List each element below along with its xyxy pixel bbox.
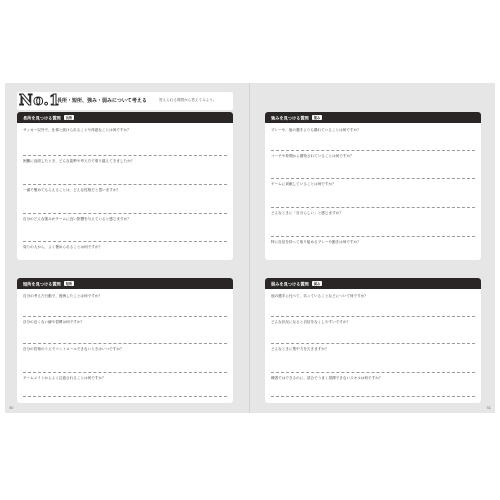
question-text: 自分の性格のうえでコントロールできないときはいつですか？ bbox=[23, 347, 124, 351]
question-text: 自分の良くない癖や習慣は何ですか？ bbox=[23, 320, 85, 324]
question-text: どんなときに「自分らしい」と感じますか？ bbox=[271, 211, 343, 215]
question-text: 一番で褒めてもらえることは、どんな性格だと思いますか？ bbox=[23, 188, 121, 192]
strength-box bbox=[17, 112, 233, 260]
question-text: どんな状況になると自信をなくしやすいですか？ bbox=[271, 320, 351, 324]
box-title bbox=[23, 115, 74, 122]
box-title-text: 弱みを見つける質問 bbox=[271, 281, 309, 287]
box-title bbox=[271, 281, 322, 288]
answer-line[interactable] bbox=[271, 372, 475, 373]
page-number-left: 30 bbox=[9, 406, 14, 410]
weakness-box bbox=[265, 278, 481, 403]
box-header bbox=[17, 278, 233, 289]
answer-line[interactable] bbox=[23, 241, 227, 242]
question-text: チームメイトからよく注意されることは何ですか？ bbox=[23, 376, 106, 380]
answer-line[interactable] bbox=[23, 396, 227, 397]
question-text: 特に自信を持って取り組めるプレーや動きは何ですか？ bbox=[271, 240, 361, 244]
page-subtitle: 答えられる質問から答えてみよう。 bbox=[159, 98, 217, 102]
section-number: No.1 bbox=[19, 91, 61, 109]
page-title: 長所・短所、強み・弱みについて考える bbox=[57, 98, 147, 104]
box-badge: 長所 bbox=[65, 116, 73, 120]
box-header bbox=[17, 112, 233, 123]
box-badge: 弱み bbox=[313, 282, 321, 286]
question-text: 困難に直面したとき、どんな姿勢や考え方で乗り越えてきましたか？ bbox=[23, 159, 135, 163]
question-text: 練習ではできるのに、試合でうまく発揮できないスキルは何ですか？ bbox=[271, 376, 383, 380]
question-text: プレーや、他の選手よりも優れていることは何ですか？ bbox=[271, 128, 361, 132]
question-text: コーチや仲間から期待されていることは何ですか？ bbox=[271, 154, 354, 158]
title-bar bbox=[17, 92, 233, 110]
question-text: サッカー以外で、仕事と続けられることや得意なことは何ですか？ bbox=[23, 128, 131, 132]
left-page bbox=[5, 83, 250, 413]
question-text: ゲームに貢献していることは何ですか？ bbox=[271, 182, 336, 186]
answer-line[interactable] bbox=[271, 396, 475, 397]
box-title bbox=[271, 115, 322, 122]
answer-line[interactable] bbox=[23, 316, 227, 317]
box-header bbox=[265, 112, 481, 123]
answer-line[interactable] bbox=[271, 178, 475, 179]
question-text: どんなときに集中力を欠きますか？ bbox=[271, 347, 329, 351]
answer-line[interactable] bbox=[23, 184, 227, 185]
answer-line[interactable] bbox=[271, 150, 475, 151]
answer-line[interactable] bbox=[23, 372, 227, 373]
weak-point-box bbox=[17, 278, 233, 403]
box-badge: 強み bbox=[313, 116, 321, 120]
question-text: 周りの人から、よく褒められることは何ですか？ bbox=[23, 245, 103, 249]
answer-line[interactable] bbox=[271, 316, 475, 317]
question-text: 自分のどんな強みがチームに良い影響を与えていると感じますか？ bbox=[23, 217, 131, 221]
answer-line[interactable] bbox=[23, 213, 227, 214]
box-title-text: 強みを見つける質問 bbox=[271, 115, 309, 121]
strong-point-box bbox=[265, 112, 481, 260]
book-spread bbox=[5, 83, 495, 413]
answer-line[interactable] bbox=[271, 236, 475, 237]
page-number-right: 31 bbox=[486, 406, 491, 410]
answer-line[interactable] bbox=[23, 343, 227, 344]
box-title bbox=[23, 281, 74, 288]
box-title-text: 長所を見つける質問 bbox=[23, 115, 61, 121]
answer-line[interactable] bbox=[271, 207, 475, 208]
question-text: 他の選手に比べて、劣っていることなどについて何ですか？ bbox=[271, 294, 368, 298]
box-header bbox=[265, 278, 481, 289]
question-text: 自分の考えた行動で、後悔したことは何ですか？ bbox=[23, 294, 102, 298]
answer-line[interactable] bbox=[271, 343, 475, 344]
answer-line[interactable] bbox=[23, 155, 227, 156]
right-page bbox=[250, 83, 495, 413]
box-title-text: 短所を見つける質問 bbox=[23, 281, 61, 287]
box-badge: 短所 bbox=[65, 282, 73, 286]
